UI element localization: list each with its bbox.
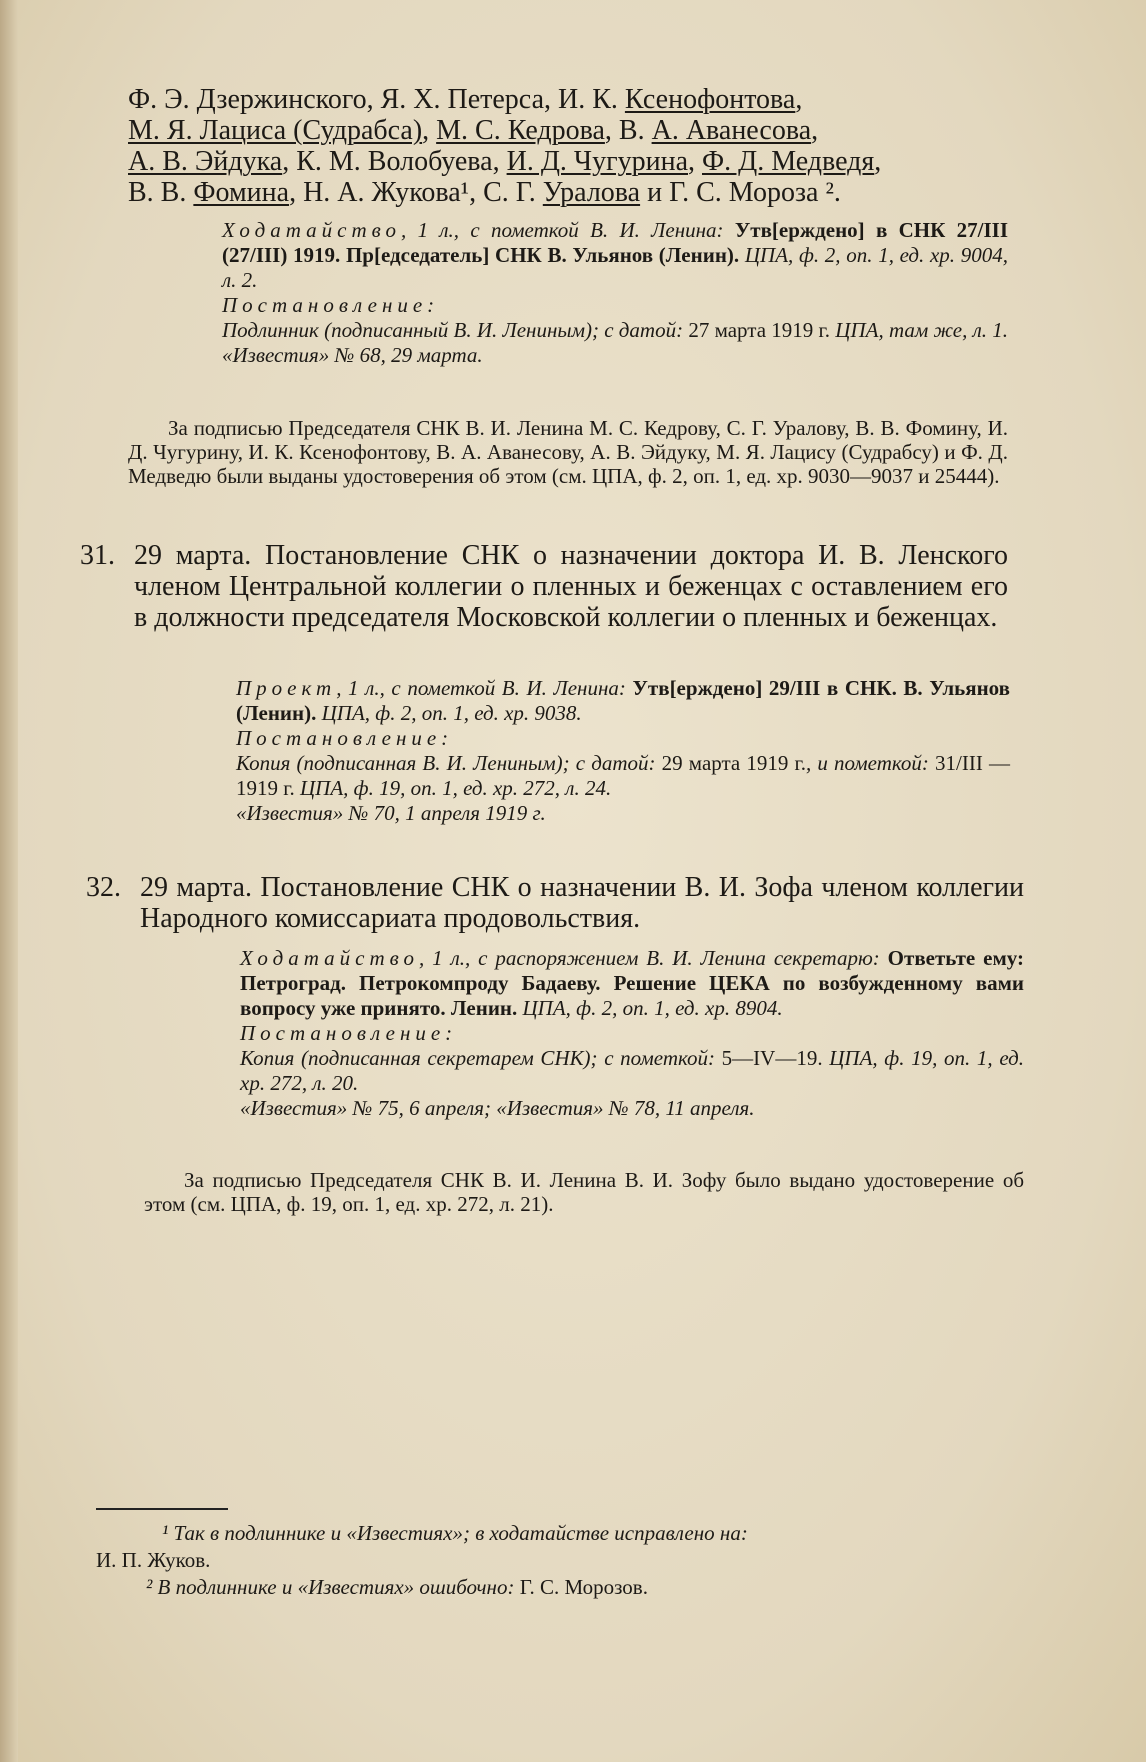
source-draft: Проект, 1 л., с пометкой В. И. Ленина: Утв[ерждено] 29/III в СНК. В. Ульянов (Ленин). ЦПА, ф. 2, оп. 1, ед. хр. 9038. xyxy=(236,676,1010,725)
underlined-name: А. Аванесова xyxy=(651,115,812,146)
underlined-name: Ксенофонтова xyxy=(624,84,796,115)
source-copy: Копия (подписанная В. И. Лениным); с датой: 29 марта 1919 г., и пометкой: 31/III — 1919 г. ЦПА, ф. 19, оп. 1, ед. хр. 272, л. 24. xyxy=(236,751,1010,800)
underlined-name: Ф. Д. Медведя xyxy=(702,146,875,177)
source-heading: Постановление: xyxy=(222,293,440,317)
doc32-sources xyxy=(240,946,1024,1121)
underlined-name: М. Я. Лациса (Судрабса) xyxy=(128,115,423,146)
doc30-note: За подписью Председателя СНК В. И. Ленина М. С. Кедрову, С. Г. Уралову, В. В. Фомину, И. Д. Чугурину, И. К. Ксенофонтову, В. А. Аванесову, А. В. Эйдуку, М. Я. Лацису (Судрабсу) и Ф. Д. Медведю были выданы удостоверения об этом (см. ЦПА, ф. 2, оп. 1, ед. хр. 9030—9037 и 25444). xyxy=(128,416,1008,488)
doc32-note: За подписью Председателя СНК В. И. Ленина В. И. Зофу было выдано удостоверение об этом (см. ЦПА, ф. 19, оп. 1, ед. хр. 272, л. 21). xyxy=(144,1168,1024,1216)
doc30-sources xyxy=(222,218,1008,368)
source-heading: Постановление: xyxy=(236,726,454,750)
doc32-main-text: 29 марта. Постановление СНК о назначении В. И. Зофа членом коллегии Народного комиссариата продовольствия. xyxy=(140,872,1024,934)
doc30-line4: В. В. Фомина, Н. А. Жукова¹, С. Г. Уралова и Г. С. Мороза ². xyxy=(128,177,841,208)
footnote-1: ¹ Так в подлиннике и «Известиях»; в ходатайстве исправлено на: xyxy=(162,1521,748,1545)
footnote-divider xyxy=(96,1508,228,1510)
underlined-name: Фомина xyxy=(193,177,290,208)
doc30-line3: А. В. Эйдука, К. М. Волобуева, И. Д. Чугурина, Ф. Д. Медведя, xyxy=(128,146,882,177)
underlined-name: М. С. Кедрова xyxy=(436,115,605,146)
footnote-1-continued: И. П. Жуков. xyxy=(96,1548,211,1572)
doc32-number: 32. xyxy=(86,872,121,903)
doc31-number: 31. xyxy=(80,540,115,571)
underlined-name: Уралова xyxy=(542,177,641,208)
source-izvestia: «Известия» № 68, 29 марта. xyxy=(222,343,483,367)
source-petition: Ходатайство, 1 л., с распоряжением В. И. Ленина секретарю: Ответьте ему: Петроград. Петрокомпроду Бадаеву. Решение ЦЕКА по возбужденному вами вопросу уже принято. Ленин. ЦПА, ф. 2, оп. 1, ед. хр. 8904. xyxy=(240,946,1024,1020)
source-heading: Постановление: xyxy=(240,1021,458,1045)
source-petition: Ходатайство, 1 л., с пометкой В. И. Ленина: Утв[ерждено] в СНК 27/III (27/III) 1919. Пр[едседатель] СНК В. Ульянов (Ленин). ЦПА, ф. 2, оп. 1, ед. хр. 9004, л. 2. xyxy=(222,218,1008,292)
source-izvestia: «Известия» № 70, 1 апреля 1919 г. xyxy=(236,801,546,825)
underlined-name: А. В. Эйдука xyxy=(128,146,283,177)
doc30-line2: М. Я. Лациса (Судрабса), М. С. Кедрова, В. А. Аванесова, xyxy=(128,115,819,146)
source-copy: Копия (подписанная секретарем СНК); с пометкой: 5—IV—19. ЦПА, ф. 19, оп. 1, ед. хр. 272, л. 20. xyxy=(240,1046,1024,1095)
source-original: Подлинник (подписанный В. И. Лениным); с датой: 27 марта 1919 г. ЦПА, там же, л. 1. xyxy=(222,318,1009,342)
doc31-sources xyxy=(236,676,1010,826)
underlined-name: И. Д. Чугурина xyxy=(506,146,688,177)
page-edge xyxy=(0,0,18,1762)
doc30-line1: Ф. Э. Дзержинского, Я. Х. Петерса, И. К. Ксенофонтова, xyxy=(128,84,803,115)
footnote-2: ² В подлиннике и «Известиях» ошибочно: Г. С. Морозов. xyxy=(146,1575,648,1599)
doc31-main-text: 29 марта. Постановление СНК о назначении доктора И. В. Ленского членом Центральной коллегии о пленных и беженцах с оставлением его в должности председателя Московской коллегии о пленных и беженцах. xyxy=(134,540,1008,633)
source-izvestia: «Известия» № 75, 6 апреля; «Известия» № 78, 11 апреля. xyxy=(240,1096,755,1120)
footnotes xyxy=(96,1520,1026,1601)
doc30-main-text xyxy=(128,84,1008,208)
